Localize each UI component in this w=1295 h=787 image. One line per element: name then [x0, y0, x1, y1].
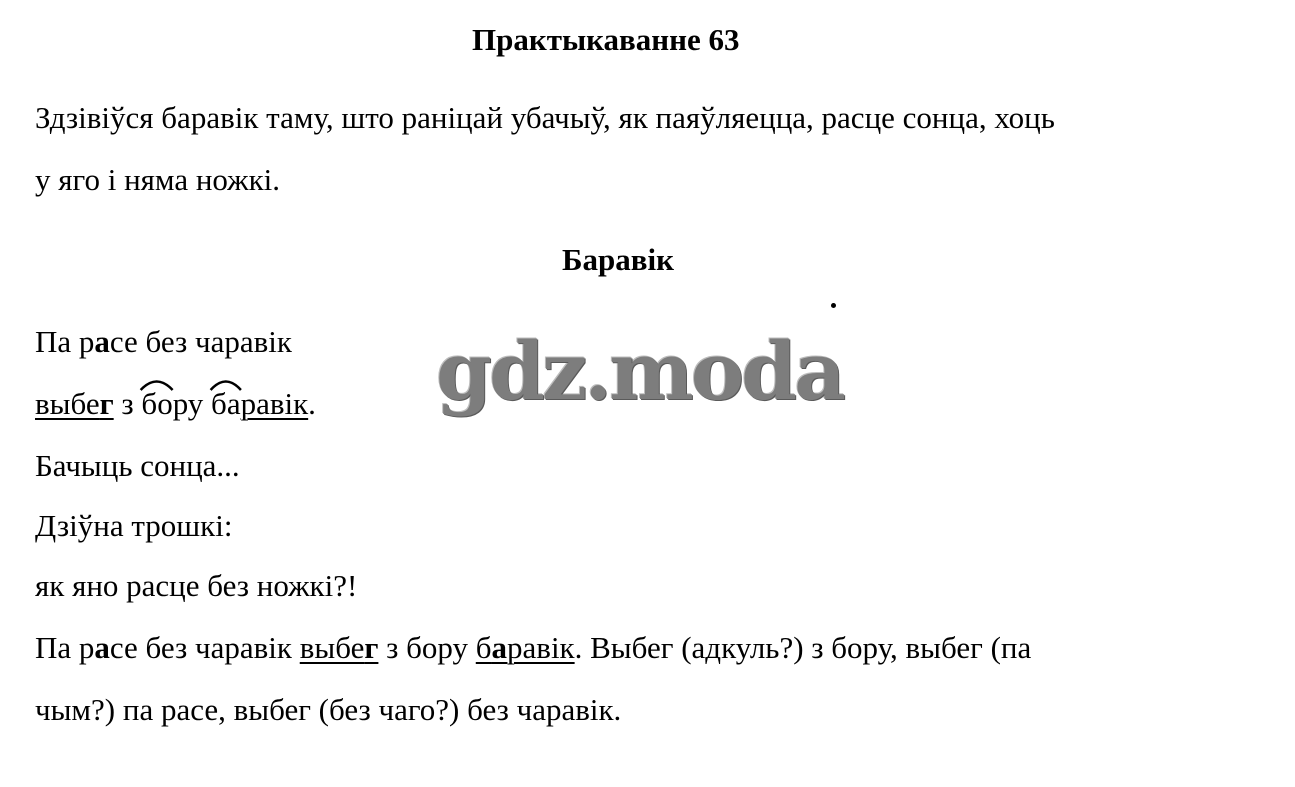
analysis-line-1 — [35, 630, 1031, 666]
poem-line-2-part: з — [113, 386, 142, 421]
predicate-verb: выбег — [35, 386, 114, 421]
analysis-part: з бору — [378, 630, 476, 665]
poem-line-1-part: Па р — [35, 324, 95, 359]
poem-line-2 — [35, 386, 316, 422]
root-arc-word: ба — [211, 386, 241, 422]
stray-dot — [831, 303, 836, 308]
root-arc-word: бо — [141, 386, 172, 422]
subject-noun: баравік — [475, 630, 575, 665]
root-arc-mark — [140, 377, 173, 391]
intro-line-2: у яго і няма ножкі. — [35, 162, 280, 197]
stressed-vowel: а — [94, 630, 110, 665]
poem-line-3: Бачыць сонца... — [35, 448, 240, 483]
stressed-vowel: а — [94, 324, 110, 359]
page-title: Практыкаванне 63 — [472, 22, 740, 57]
predicate-verb: выбег — [299, 630, 379, 665]
subject-noun: баравік — [211, 386, 308, 421]
poem-line-2-part: ру — [172, 386, 212, 421]
intro-line-1: Здзівіўся баравік таму, што раніцай убачыў, як паяўляецца, расце сонца, хоць — [35, 100, 1055, 135]
analysis-part: се без чаравік — [109, 630, 300, 665]
poem-line-1-part: се без чаравік — [109, 324, 292, 359]
root-arc-mark — [210, 377, 242, 391]
poem-line-2-part: . — [308, 386, 316, 421]
analysis-part: Па р — [35, 630, 95, 665]
poem-line-1 — [35, 324, 292, 360]
poem-line-5: як яно расце без ножкі?! — [35, 568, 358, 603]
analysis-line-2: чым?) па расе, выбег (без чаго?) без чаравік. — [35, 692, 622, 727]
poem-line-4: Дзіўна трошкі: — [35, 508, 233, 543]
analysis-part: . Выбег (адкуль?) з бору, выбег (па — [574, 630, 1032, 665]
watermark-logo: gdz.moda — [436, 324, 843, 418]
poem-title: Баравік — [562, 242, 674, 277]
